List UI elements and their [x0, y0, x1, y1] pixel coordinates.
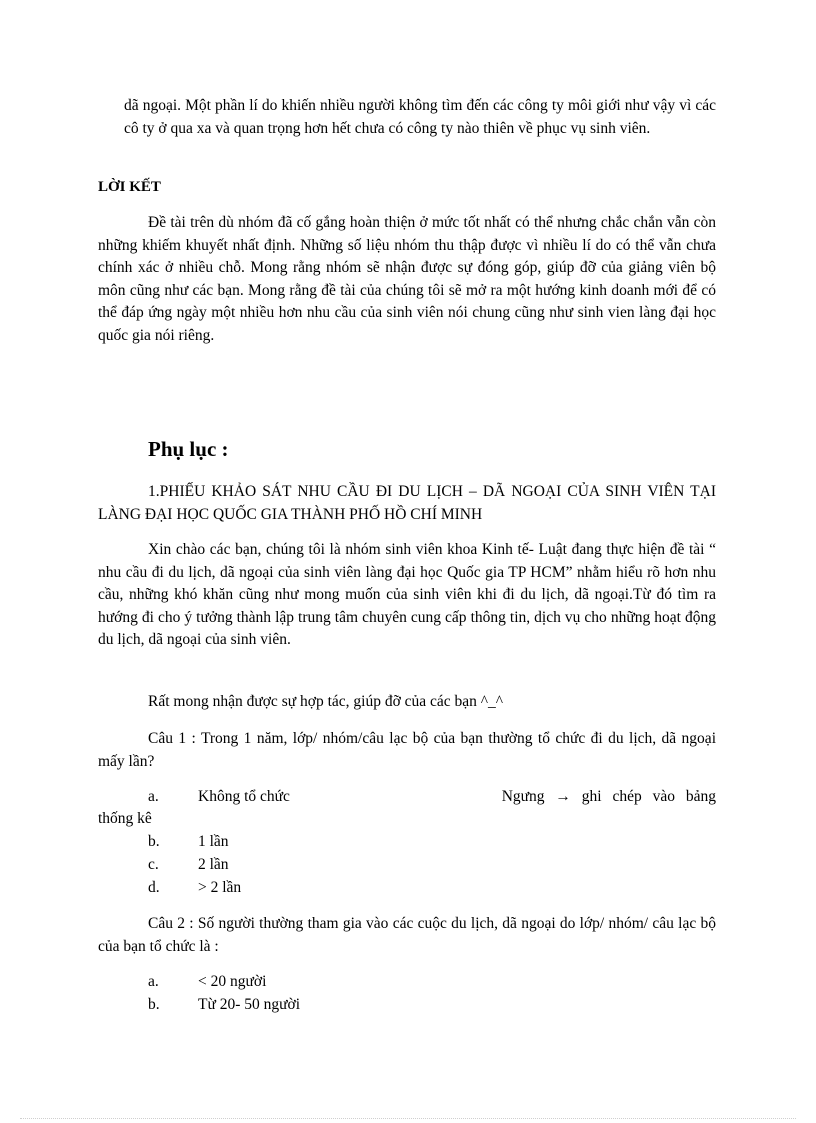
option-letter: c. [148, 856, 159, 873]
right-arrow-icon: → [555, 788, 571, 805]
option-letter: a. [148, 973, 159, 990]
option-letter: d. [148, 879, 160, 896]
conclusion-heading: LỜI KẾT [98, 179, 161, 195]
stop-note [502, 786, 716, 809]
intro-paragraph-tail: dã ngoại. Một phần lí do khiến nhiều người không tìm đến các công ty môi giới như vậy vì các cô ty ở qua xa và quan trọng hơn hết chưa có công ty nào thiên về phục vụ sinh viên. [124, 97, 716, 137]
option-text: Không tổ chức [198, 788, 290, 805]
page-bottom-divider [20, 1118, 796, 1119]
stop-note-tail: ghi chép vào bảng [581, 788, 716, 805]
option-text: Từ 20- 50 người [198, 996, 301, 1013]
stop-note-label: Ngưng [501, 788, 545, 805]
appendix-heading: Phụ lục : [148, 437, 229, 461]
option-letter: b. [148, 996, 160, 1013]
option-text: 2 lần [198, 856, 229, 873]
survey-title: 1.PHIẾU KHẢO SÁT NHU CẦU ĐI DU LỊCH – DÃ NGOẠI CỦA SINH VIÊN TẠI LÀNG ĐẠI HỌC QUỐC GIA THÀNH PHỐ HỒ CHÍ MINH [98, 483, 716, 523]
option-text: < 20 người [198, 973, 267, 990]
conclusion-paragraph: Đề tài trên dù nhóm đã cố gắng hoàn thiện ở mức tốt nhất có thể nhưng chắc chắn vẫn còn những khiếm khuyết nhất định. Những số liệu nhóm thu thập được vì nhiều lí do có thể vẫn chưa chính xác ở nhiều chỗ. Mong rằng nhóm sẽ nhận được sự đóng góp, giúp đỡ của giảng viên bộ môn cũng như các bạn. Mong rằng đề tài của chúng tôi sẽ mở ra một hướng kinh doanh mới để có thể đáp ứng ngày một nhiều hơn nhu cầu của sinh viên nói chung cũng như sinh vien làng đại học quốc gia nói riêng. [98, 214, 716, 344]
option-letter: a. [148, 788, 159, 805]
option-text: > 2 lần [198, 879, 242, 896]
survey-thanks: Rất mong nhận được sự hợp tác, giúp đỡ của các bạn ^_^ [148, 693, 504, 710]
question-2: Câu 2 : Số người thường tham gia vào các cuộc du lịch, dã ngoại do lớp/ nhóm/ câu lạc bộ của bạn tổ chức là : [98, 915, 716, 955]
survey-greeting: Xin chào các bạn, chúng tôi là nhóm sinh viên khoa Kinh tế- Luật đang thực hiện đề tài “ nhu cầu đi du lịch, dã ngoại của sinh viên làng đại học Quốc gia TP HCM” nhằm hiểu rõ hơn nhu cầu, những khó khăn cũng như mong muốn của sinh viên khi đi du lịch, dã ngoại.Từ đó tìm ra hướng đi cho ý tưởng thành lập trung tâm chuyên cung cấp thông tin, dịch vụ cho những hoạt động du lịch, dã ngoại của sinh viên. [98, 541, 716, 648]
stop-note-continuation: thống kê [98, 810, 152, 827]
option-letter: b. [148, 833, 160, 850]
option-text: 1 lần [198, 833, 229, 850]
question-1: Câu 1 : Trong 1 năm, lớp/ nhóm/câu lạc bộ của bạn thường tổ chức đi du lịch, dã ngoại mấy lần? [98, 730, 716, 770]
question-1-option-a [148, 786, 716, 809]
